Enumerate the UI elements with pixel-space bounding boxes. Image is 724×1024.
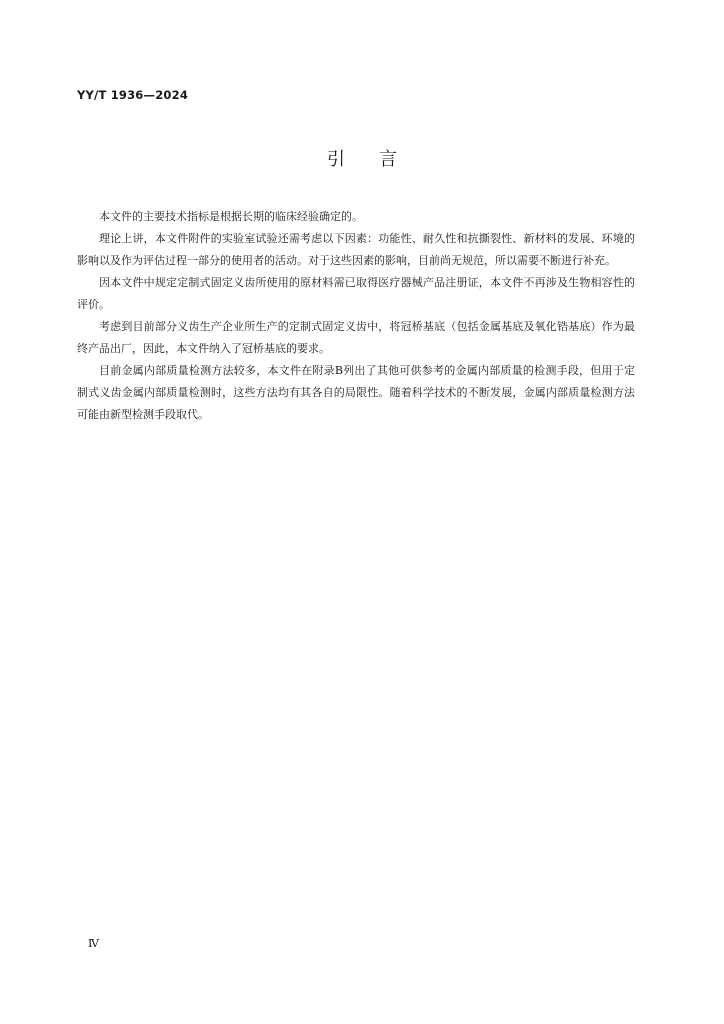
standard-code: YY/T 1936—2024	[77, 88, 189, 102]
body-text	[77, 206, 635, 426]
paragraph: 考虑到目前部分义齿生产企业所生产的定制式固定义齿中，将冠桥基底（包括金属基底及氧化锆基底）作为最终产品出厂，因此，本文件纳入了冠桥基底的要求。	[77, 320, 635, 355]
paragraph: 本文件的主要技术指标是根据长期的临床经验确定的。	[99, 210, 363, 223]
paragraph: 理论上讲，本文件附件的实验室试验还需考虑以下因素：功能性、耐久性和抗撕裂性、新材料的发展、环境的影响以及作为评估过程一部分的使用者的活动。对于这些因素的影响，目前尚无规范，所以需要不断进行补充。	[77, 232, 635, 267]
paragraph: 目前金属内部质量检测方法较多，本文件在附录B列出了其他可供参考的金属内部质量的检测手段，但用于定制式义齿金属内部质量检测时，这些方法均有其各自的局限性。随着科学技术的不断发展，金属内部质量检测方法可能由新型检测手段取代。	[77, 364, 635, 421]
page-number: Ⅳ	[88, 937, 99, 950]
paragraph: 因本文件中规定定制式固定义齿所使用的原材料需已取得医疗器械产品注册证，本文件不再涉及生物相容性的评价。	[77, 276, 635, 311]
section-title: 引言	[327, 149, 431, 170]
